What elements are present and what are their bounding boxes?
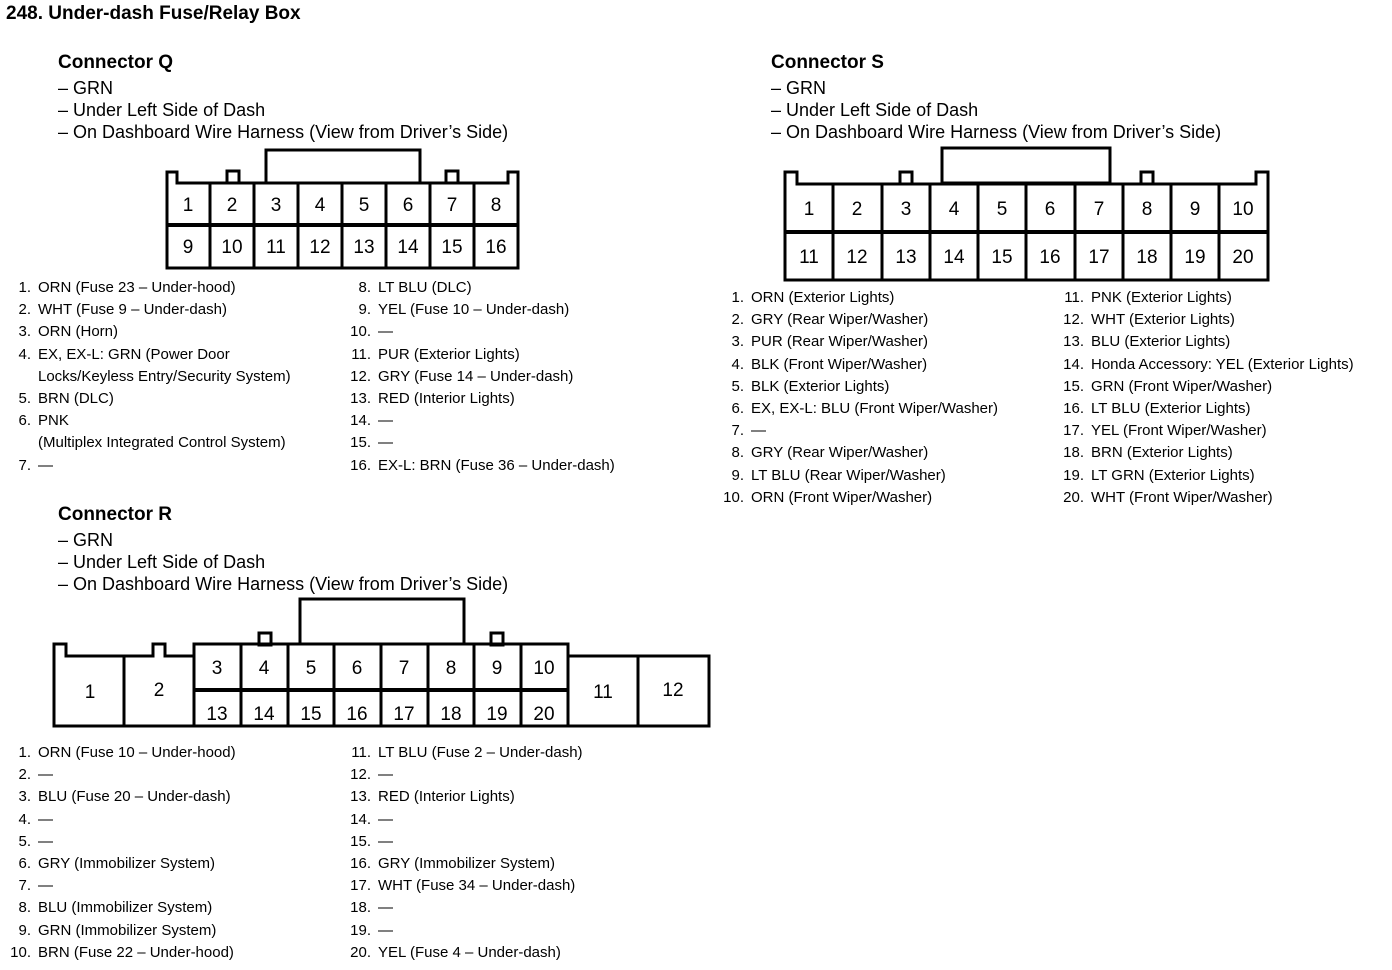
pin-description: YEL (Fuse 10 – Under-dash) xyxy=(378,301,570,319)
connector-s-cavity-label: 5 xyxy=(996,199,1008,220)
connector-s-cavity-label: 11 xyxy=(799,247,819,268)
connector-s-cavity-label: 14 xyxy=(943,247,965,268)
connector-s-cavity-label: 9 xyxy=(1189,199,1201,220)
pin-description: — xyxy=(38,877,53,895)
connector-s-harness: – On Dashboard Wire Harness (View from Driver’s Side) xyxy=(771,122,1222,142)
pin-number: 12. xyxy=(350,367,371,385)
pin-description: ORN (Horn) xyxy=(38,323,119,341)
pin-description: (Multiplex Integrated Control System) xyxy=(38,434,286,452)
pin-number: 1. xyxy=(731,289,744,306)
connector-r-cavity-label: 10 xyxy=(533,658,555,679)
pin-number: 13. xyxy=(350,389,371,407)
connector-s-cavity-label: 16 xyxy=(1039,247,1061,268)
connector-q-cavity-label: 12 xyxy=(309,237,331,258)
connector-r-title: Connector R xyxy=(58,504,172,525)
pin-description: — xyxy=(38,456,53,474)
pin-row xyxy=(6,742,236,764)
pin-description: — xyxy=(751,422,766,440)
pin-number: 9. xyxy=(18,921,31,939)
pin-description: WHT (Fuse 9 – Under-dash) xyxy=(38,301,227,319)
connector-s-cavity-label: 15 xyxy=(991,247,1013,268)
pin-description: LT BLU (Rear Wiper/Washer) xyxy=(751,466,946,484)
connector-r-cavity-label: 15 xyxy=(300,704,322,725)
pin-number: 20. xyxy=(350,943,371,961)
connector-q-cavity-label: 4 xyxy=(314,195,326,216)
pin-number: 18. xyxy=(1063,444,1084,462)
pin-number: 19. xyxy=(1063,466,1084,484)
pin-number: 15. xyxy=(350,832,371,850)
pin-number: 2. xyxy=(731,311,744,329)
pin-number: 16. xyxy=(1063,399,1084,417)
connector-r-cavity-label: 8 xyxy=(445,658,457,679)
connector-s-cavity-label: 19 xyxy=(1184,247,1206,268)
pin-row xyxy=(340,831,583,853)
pin-description: GRY (Rear Wiper/Washer) xyxy=(751,311,929,329)
pin-description: BRN (Fuse 22 – Under-hood) xyxy=(38,943,234,961)
connector-s-cavity-label: 8 xyxy=(1141,199,1153,220)
pin-description: BLU (Exterior Lights) xyxy=(1091,333,1231,351)
pin-number: 10. xyxy=(350,323,371,341)
pin-number: 1. xyxy=(18,279,31,296)
pin-description: LT GRN (Exterior Lights) xyxy=(1091,466,1255,484)
connector-s-cavity-label: 3 xyxy=(900,199,912,220)
pin-description: LT BLU (Exterior Lights) xyxy=(1091,399,1251,417)
connector-r-cavity-label: 18 xyxy=(440,704,462,725)
pin-number: 16. xyxy=(350,456,371,474)
pin-row xyxy=(6,809,236,831)
connector-q-cavity-label: 6 xyxy=(402,195,414,216)
pin-description: BLK (Exterior Lights) xyxy=(751,377,890,395)
connector-q-cavity-label: 16 xyxy=(485,237,507,258)
pin-description: LT BLU (DLC) xyxy=(378,279,472,296)
connector-r-cavity-label: 11 xyxy=(593,682,613,703)
connector-q-title: Connector Q xyxy=(58,52,174,73)
pin-number: 6. xyxy=(731,399,744,417)
connector-s-cavity-label: 4 xyxy=(948,199,960,220)
pin-row xyxy=(340,897,583,919)
pin-number: 4. xyxy=(731,355,744,373)
connector-s-cavity-label: 18 xyxy=(1136,247,1158,268)
page-title: 248. Under-dash Fuse/Relay Box xyxy=(6,3,301,24)
pin-description: PNK (Exterior Lights) xyxy=(1091,289,1232,306)
connector-s-title: Connector S xyxy=(771,52,884,73)
connector-q-cavity-label: 3 xyxy=(270,195,282,216)
pin-row xyxy=(6,764,236,786)
pin-description: PUR (Rear Wiper/Washer) xyxy=(751,333,928,351)
pin-number: 2. xyxy=(18,766,31,784)
connector-r-cavity-label: 7 xyxy=(398,658,410,679)
connector-s-cavity-label: 20 xyxy=(1232,247,1254,268)
pin-description: — xyxy=(38,810,53,828)
pin-description: — xyxy=(378,434,393,452)
pin-description: PNK xyxy=(38,412,69,430)
connector-r-cavity-label: 17 xyxy=(393,704,415,725)
connector-q-cavity-label: 15 xyxy=(441,237,463,258)
pin-number: 14. xyxy=(350,412,371,430)
pin-number: 15. xyxy=(350,434,371,452)
pin-number: 5. xyxy=(18,389,31,407)
pin-row xyxy=(340,942,583,964)
pin-description: GRN (Immobilizer System) xyxy=(38,921,217,939)
connector-r-cavity-label: 3 xyxy=(211,658,223,679)
pin-number: 3. xyxy=(731,333,744,351)
pin-row xyxy=(6,942,236,964)
pin-description: — xyxy=(378,899,393,917)
pin-row xyxy=(6,875,236,897)
connector-r-cavity-label: 12 xyxy=(662,680,684,701)
connector-r-cavity-label: 16 xyxy=(346,704,368,725)
pin-number: 7. xyxy=(18,877,31,895)
pin-description: ORN (Exterior Lights) xyxy=(751,289,895,306)
pin-description: GRY (Immobilizer System) xyxy=(378,854,555,872)
pin-number: 17. xyxy=(1063,422,1084,440)
pin-description: — xyxy=(378,810,393,828)
pin-description: BLU (Fuse 20 – Under-dash) xyxy=(38,788,231,806)
pin-number: 1. xyxy=(18,744,31,761)
connector-s-cavity-label: 10 xyxy=(1232,199,1254,220)
pin-number: 4. xyxy=(18,810,31,828)
pin-row xyxy=(6,831,236,853)
connector-q-cavity-label: 5 xyxy=(358,195,370,216)
connector-q-cavity-label: 1 xyxy=(182,195,194,216)
pin-description: ORN (Fuse 23 – Under-hood) xyxy=(38,279,236,296)
pin-row xyxy=(340,875,583,897)
pin-description: BLK (Front Wiper/Washer) xyxy=(751,355,928,373)
pin-description: WHT (Exterior Lights) xyxy=(1091,311,1235,329)
pin-number: 19. xyxy=(350,921,371,939)
connector-s-cavity-label: 7 xyxy=(1093,199,1105,220)
connector-q-cavity-label: 10 xyxy=(221,237,243,258)
pin-description: GRY (Fuse 14 – Under-dash) xyxy=(378,367,574,385)
connector-r-cavity-label: 5 xyxy=(305,658,317,679)
pin-row xyxy=(340,742,583,764)
pin-description: PUR (Exterior Lights) xyxy=(378,345,520,363)
pin-number: 18. xyxy=(350,899,371,917)
pin-row xyxy=(6,920,236,942)
pin-description: YEL (Front Wiper/Washer) xyxy=(1091,422,1267,440)
connector-r-cavity-label: 13 xyxy=(206,704,228,725)
connector-r-cavity-label: 19 xyxy=(486,704,508,725)
connector-s-cavity-label: 12 xyxy=(846,247,868,268)
pin-description: — xyxy=(38,832,53,850)
pin-number: 8. xyxy=(18,899,31,917)
pin-number: 7. xyxy=(18,456,31,474)
connector-r-pin-list-left xyxy=(6,742,236,964)
pin-description: EX, EX-L: BLU (Front Wiper/Washer) xyxy=(751,399,999,417)
pin-description: ORN (Front Wiper/Washer) xyxy=(751,488,933,506)
connector-r-cavity-label: 2 xyxy=(153,680,165,701)
connector-q-location: – Under Left Side of Dash xyxy=(58,100,266,120)
connector-r-key xyxy=(300,599,464,644)
pin-description: — xyxy=(378,323,393,341)
connector-r-harness: – On Dashboard Wire Harness (View from Driver’s Side) xyxy=(58,574,509,594)
pin-row xyxy=(340,786,583,808)
pin-number: 12. xyxy=(350,766,371,784)
connector-s-cavity-label: 17 xyxy=(1088,247,1110,268)
pin-number: 15. xyxy=(1063,377,1084,395)
pin-description: WHT (Front Wiper/Washer) xyxy=(1091,488,1273,506)
pin-description: EX-L: BRN (Fuse 36 – Under-dash) xyxy=(378,456,615,474)
connector-r-cavity-label: 20 xyxy=(533,704,555,725)
pin-number: 11. xyxy=(351,345,371,363)
pin-number: 10. xyxy=(10,943,31,961)
pin-description: — xyxy=(378,832,393,850)
pin-number: 8. xyxy=(358,279,371,296)
connector-s-cavity-label: 1 xyxy=(803,199,815,220)
pin-description: GRY (Rear Wiper/Washer) xyxy=(751,444,929,462)
pin-description: — xyxy=(38,766,53,784)
pin-description: — xyxy=(378,412,393,430)
pin-number: 4. xyxy=(18,345,31,363)
pin-number: 9. xyxy=(731,466,744,484)
pin-number: 14. xyxy=(350,810,371,828)
pin-description: Locks/Keyless Entry/Security System) xyxy=(38,367,291,385)
connector-r-pin-list-right xyxy=(340,742,583,964)
pin-row xyxy=(340,920,583,942)
pin-number: 6. xyxy=(18,412,31,430)
pin-description: RED (Interior Lights) xyxy=(378,389,515,407)
pin-number: 12. xyxy=(1063,311,1084,329)
pin-description: YEL (Fuse 4 – Under-dash) xyxy=(378,943,561,961)
connector-s-color: – GRN xyxy=(771,78,827,98)
connector-q-color: – GRN xyxy=(58,78,114,98)
pin-number: 8. xyxy=(731,444,744,462)
pin-row xyxy=(6,786,236,808)
connector-r-cavity-label: 14 xyxy=(253,704,275,725)
pin-number: 3. xyxy=(18,323,31,341)
connector-q-cavity-label: 13 xyxy=(353,237,375,258)
pin-number: 10. xyxy=(723,488,744,506)
pin-number: 5. xyxy=(18,832,31,850)
pin-description: RED (Interior Lights) xyxy=(378,788,515,806)
pin-number: 11. xyxy=(1064,289,1084,306)
pin-description: ORN (Fuse 10 – Under-hood) xyxy=(38,744,236,761)
connector-s-cavity-label: 6 xyxy=(1044,199,1056,220)
pin-number: 20. xyxy=(1063,488,1084,506)
pin-description: — xyxy=(378,766,393,784)
pin-number: 6. xyxy=(18,854,31,872)
connector-s-location: – Under Left Side of Dash xyxy=(771,100,979,120)
pin-description: BRN (Exterior Lights) xyxy=(1091,444,1233,462)
pin-number: 3. xyxy=(18,788,31,806)
connector-q-cavity-label: 8 xyxy=(490,195,502,216)
pin-row xyxy=(340,809,583,831)
connector-r-location: – Under Left Side of Dash xyxy=(58,552,266,572)
connector-q-cavity-label: 14 xyxy=(397,237,419,258)
pin-description: WHT (Fuse 34 – Under-dash) xyxy=(378,877,576,895)
pin-description: EX, EX-L: GRN (Power Door xyxy=(38,345,230,363)
connector-q-cavity-label: 9 xyxy=(182,237,194,258)
connector-q-cavity-label: 2 xyxy=(226,195,238,216)
pin-number: 13. xyxy=(350,788,371,806)
pin-description: GRN (Front Wiper/Washer) xyxy=(1091,377,1273,395)
connector-s-cavity-label: 2 xyxy=(851,199,863,220)
pin-row xyxy=(340,764,583,786)
pin-number: 5. xyxy=(731,377,744,395)
pin-number: 16. xyxy=(350,854,371,872)
pin-number: 14. xyxy=(1063,355,1084,373)
pin-row xyxy=(6,853,236,875)
connector-q-cavity-label: 7 xyxy=(446,195,458,216)
pin-number: 2. xyxy=(18,301,31,319)
pin-description: LT BLU (Fuse 2 – Under-dash) xyxy=(378,744,583,761)
pin-description: BRN (DLC) xyxy=(38,389,114,407)
pin-number: 11. xyxy=(351,744,371,761)
pin-number: 13. xyxy=(1063,333,1084,351)
pin-number: 7. xyxy=(731,422,744,440)
pin-description: GRY (Immobilizer System) xyxy=(38,854,215,872)
connector-q-harness: – On Dashboard Wire Harness (View from Driver’s Side) xyxy=(58,122,509,142)
pin-row xyxy=(6,897,236,919)
connector-r-cavity-label: 6 xyxy=(351,658,363,679)
pin-description: Honda Accessory: YEL (Exterior Lights) xyxy=(1091,355,1354,373)
pin-number: 17. xyxy=(350,877,371,895)
pin-description: BLU (Immobilizer System) xyxy=(38,899,213,917)
connector-s-cavity-label: 13 xyxy=(895,247,917,268)
pin-description: — xyxy=(378,921,393,939)
connector-r-cavity-label: 4 xyxy=(258,658,270,679)
connector-r-cavity-label: 9 xyxy=(491,658,503,679)
connector-r-color: – GRN xyxy=(58,530,114,550)
pin-number: 9. xyxy=(358,301,371,319)
connector-r-cavity-label: 1 xyxy=(84,682,96,703)
pin-row xyxy=(340,853,583,875)
connector-q-cavity-label: 11 xyxy=(266,237,286,258)
